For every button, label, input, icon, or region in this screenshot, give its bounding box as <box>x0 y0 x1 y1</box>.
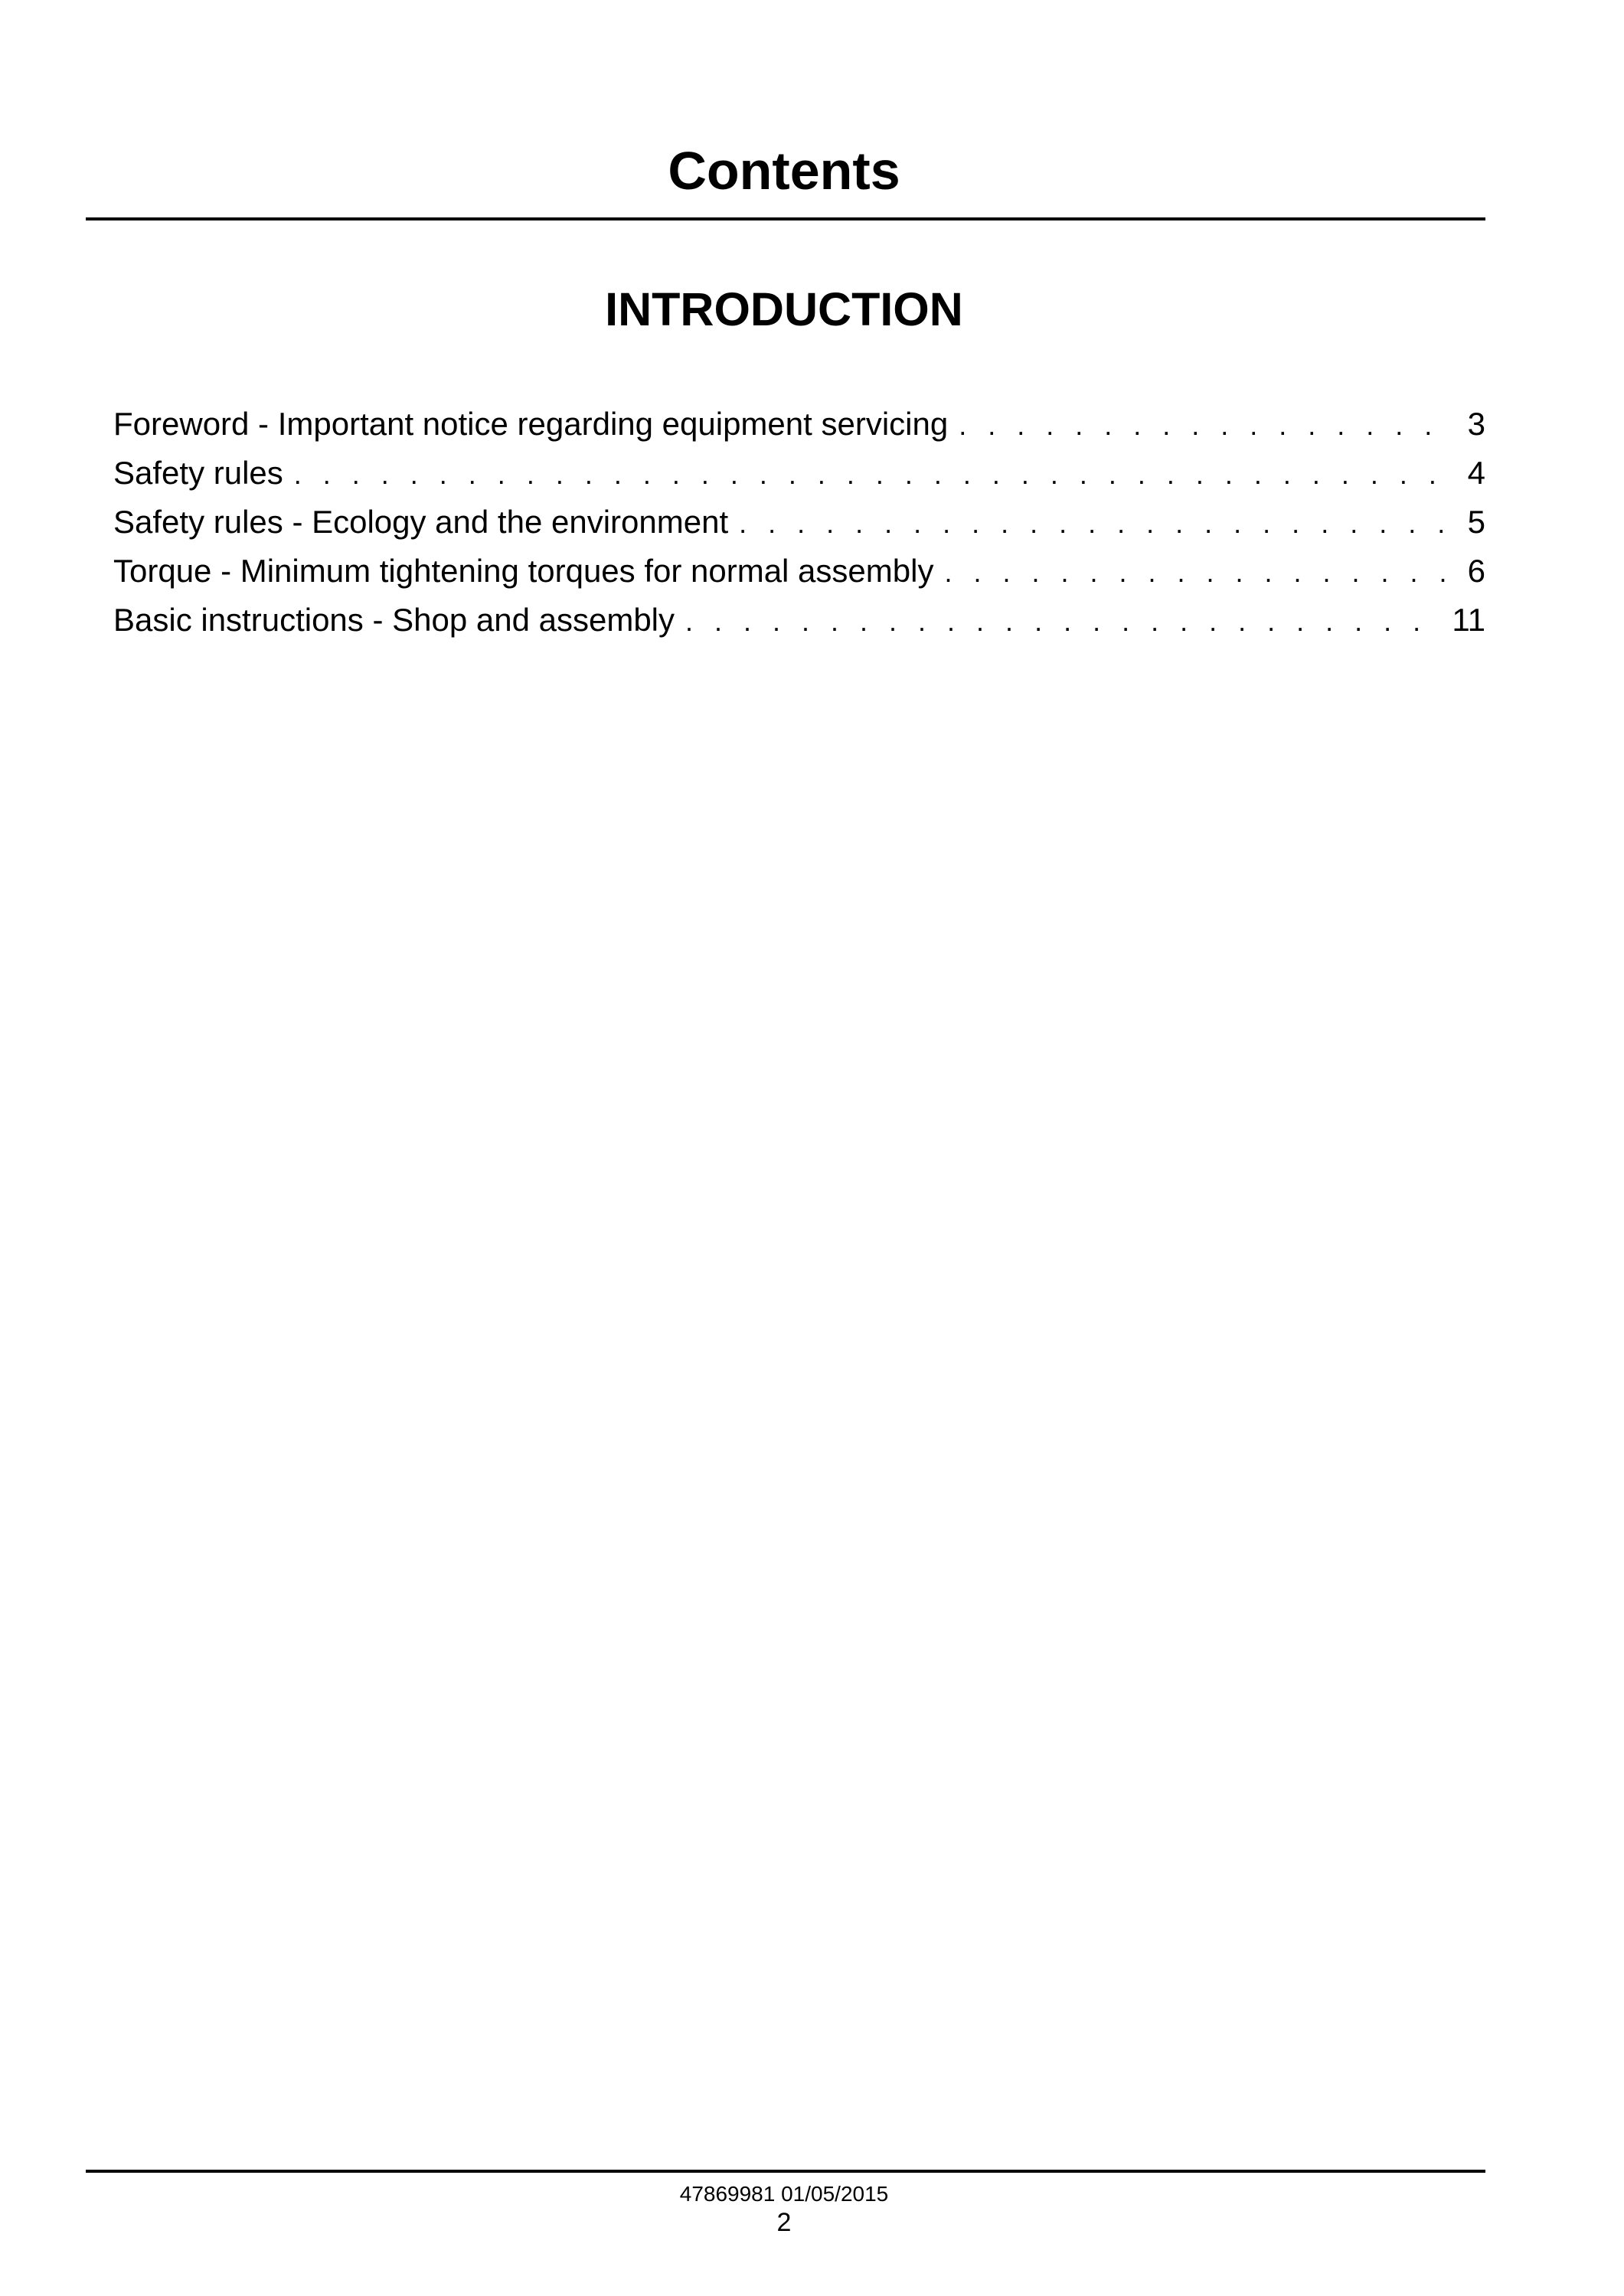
section-heading: INTRODUCTION <box>605 283 963 335</box>
toc-entry-label: Basic instructions - Shop and assembly <box>113 602 675 638</box>
toc-dot-leader <box>294 450 1455 499</box>
toc-entry-ecology[interactable] <box>113 498 1485 547</box>
toc-entry-page: 3 <box>1467 406 1485 442</box>
toc-dot-leader <box>685 597 1429 646</box>
page-title: Contents <box>668 141 900 201</box>
footer-divider <box>86 2170 1485 2173</box>
document-code: 47869981 01/05/2015 <box>679 2182 889 2206</box>
toc-entry-basic-instructions[interactable] <box>113 596 1485 645</box>
table-of-contents <box>113 400 1485 645</box>
toc-entry-label: Safety rules - Ecology and the environment <box>113 504 729 540</box>
toc-entry-page: 6 <box>1467 553 1485 589</box>
toc-dot-leader <box>739 499 1455 548</box>
toc-dot-leader <box>944 548 1455 597</box>
toc-entry-page: 11 <box>1452 602 1485 638</box>
toc-entry-page: 4 <box>1467 455 1485 491</box>
toc-entry-page: 5 <box>1467 504 1485 540</box>
toc-entry-foreword[interactable] <box>113 400 1485 449</box>
toc-entry-label: Safety rules <box>113 455 283 491</box>
toc-dot-leader <box>959 401 1455 450</box>
toc-entry-label: Torque - Minimum tightening torques for normal assembly <box>113 553 934 589</box>
title-divider <box>86 217 1485 220</box>
toc-entry-safety-rules[interactable] <box>113 449 1485 498</box>
page-number: 2 <box>776 2208 792 2237</box>
toc-entry-label: Foreword - Important notice regarding equipment servicing <box>113 406 949 442</box>
toc-entry-torque[interactable] <box>113 547 1485 596</box>
